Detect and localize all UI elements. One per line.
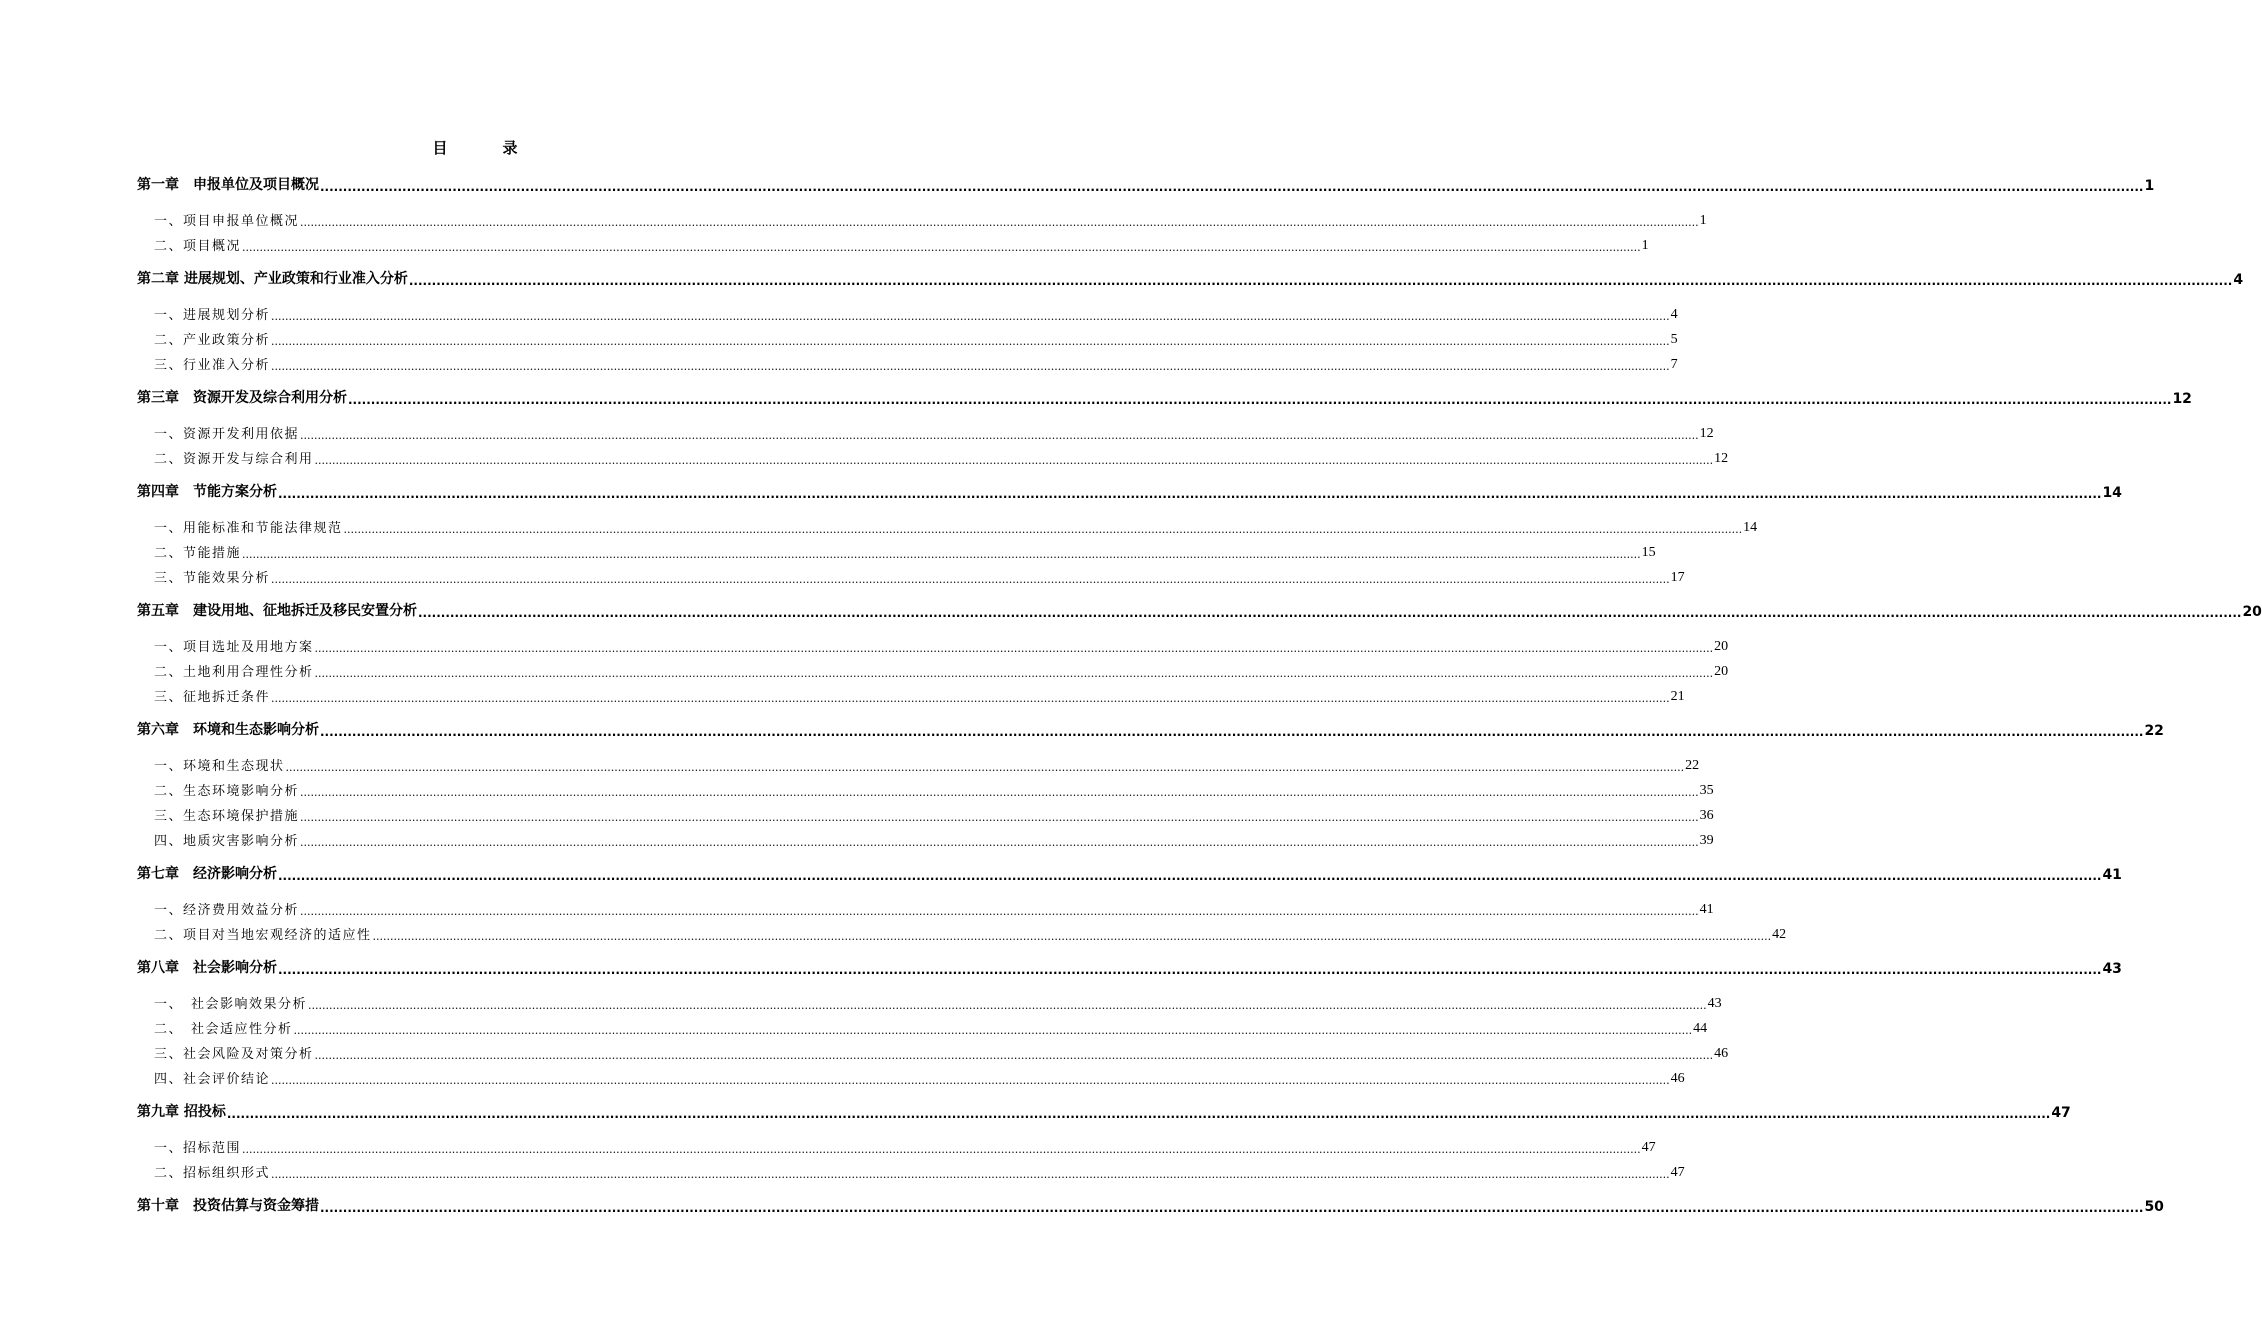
- toc-section-entry[interactable]: [137, 561, 1685, 586]
- toc-section-entry[interactable]: [137, 987, 1722, 1012]
- toc-section-entry[interactable]: [137, 824, 1714, 849]
- dot-leader: ................................................................................................................................................................................................................................................................................................................................................................................................................: [271, 310, 1670, 323]
- toc-title: 目 录: [432, 139, 538, 157]
- toc-section-entry[interactable]: [137, 442, 1729, 467]
- chapter-page-number: 50: [2144, 1199, 2164, 1215]
- toc-chapter-entry[interactable]: [137, 953, 2122, 977]
- section-page-number: 47: [1641, 1140, 1656, 1155]
- section-page-number: 12: [1714, 451, 1729, 466]
- section-page-number: 43: [1707, 996, 1722, 1011]
- dot-leader: ................................................................................................................................................................................................................................................................................................................................................................................................................: [242, 1143, 1641, 1156]
- section-page-number: 5: [1670, 332, 1678, 347]
- section-page-number: 15: [1641, 545, 1656, 560]
- toc-chapter-entry[interactable]: [137, 383, 2192, 407]
- toc-section-entry[interactable]: [137, 799, 1714, 824]
- dot-leader: ................................................................................................................................................................................................................................................................................................................................................................................................................: [293, 1024, 1693, 1037]
- chapter-page-number: 1: [2144, 178, 2155, 194]
- dot-leader: ................................................................................................................................................................................................................................................................................................................................................................................................................: [320, 1201, 2144, 1215]
- section-page-number: 46: [1714, 1046, 1729, 1061]
- section-title: 二、产业政策分析: [154, 333, 271, 348]
- section-title: 一、进展规划分析: [154, 308, 271, 323]
- dot-leader: ................................................................................................................................................................................................................................................................................................................................................................................................................: [271, 1074, 1670, 1087]
- chapter-page-number: 14: [2102, 485, 2122, 501]
- dot-leader: ................................................................................................................................................................................................................................................................................................................................................................................................................: [418, 606, 2242, 620]
- section-title: 二、土地利用合理性分析: [154, 665, 314, 680]
- section-page-number: 4: [1670, 307, 1678, 322]
- dot-leader: ................................................................................................................................................................................................................................................................................................................................................................................................................: [278, 869, 2102, 883]
- toc-section-entry[interactable]: [137, 511, 1758, 536]
- section-title: 三、征地拆迁条件: [154, 690, 271, 705]
- dot-leader: ................................................................................................................................................................................................................................................................................................................................................................................................................: [314, 454, 1714, 467]
- toc-section-entry[interactable]: [137, 298, 1678, 323]
- dot-leader: ................................................................................................................................................................................................................................................................................................................................................................................................................: [408, 274, 2233, 288]
- section-page-number: 12: [1699, 426, 1714, 441]
- section-title: 一、项目申报单位概况: [154, 214, 300, 229]
- section-title: 二、节能措施: [154, 546, 242, 561]
- section-page-number: 14: [1743, 520, 1758, 535]
- section-page-number: 39: [1699, 833, 1714, 848]
- toc-section-entry[interactable]: [137, 1037, 1729, 1062]
- dot-leader: ................................................................................................................................................................................................................................................................................................................................................................................................................: [300, 216, 1699, 229]
- chapter-page-number: 12: [2172, 391, 2192, 407]
- chapter-title: 第一章 申报单位及项目概况: [137, 177, 319, 193]
- chapter-title: 第二章 进展规划、产业政策和行业准入分析: [137, 271, 408, 287]
- dot-leader: ................................................................................................................................................................................................................................................................................................................................................................................................................: [314, 642, 1714, 655]
- dot-leader: ................................................................................................................................................................................................................................................................................................................................................................................................................: [343, 523, 1743, 536]
- toc-section-entry[interactable]: [137, 1131, 1656, 1156]
- section-page-number: 20: [1714, 664, 1729, 679]
- dot-leader: ................................................................................................................................................................................................................................................................................................................................................................................................................: [314, 667, 1714, 680]
- section-page-number: 1: [1641, 238, 1649, 253]
- section-title: 三、节能效果分析: [154, 571, 271, 586]
- toc-section-entry[interactable]: [137, 1012, 1708, 1037]
- toc-section-entry[interactable]: [137, 680, 1685, 705]
- dot-leader: ................................................................................................................................................................................................................................................................................................................................................................................................................: [271, 573, 1670, 586]
- dot-leader: ................................................................................................................................................................................................................................................................................................................................................................................................................: [278, 487, 2102, 501]
- toc-section-entry[interactable]: [137, 1156, 1685, 1181]
- toc-chapter-entry[interactable]: [137, 1097, 2071, 1121]
- section-page-number: 46: [1670, 1071, 1685, 1086]
- toc-chapter-entry[interactable]: [137, 596, 2262, 620]
- dot-leader: ................................................................................................................................................................................................................................................................................................................................................................................................................: [320, 725, 2144, 739]
- chapter-page-number: 41: [2102, 867, 2122, 883]
- section-page-number: 21: [1670, 689, 1685, 704]
- chapter-page-number: 4: [2233, 272, 2244, 288]
- toc-section-entry[interactable]: [137, 229, 1649, 254]
- toc-section-entry[interactable]: [137, 774, 1714, 799]
- table-of-contents: [137, 170, 2262, 1215]
- toc-chapter-entry[interactable]: [137, 715, 2164, 739]
- section-title: 二、资源开发与综合利用: [154, 452, 314, 467]
- dot-leader: ................................................................................................................................................................................................................................................................................................................................................................................................................: [300, 836, 1699, 849]
- toc-section-entry[interactable]: [137, 536, 1656, 561]
- toc-chapter-entry[interactable]: [137, 170, 2155, 194]
- dot-leader: ................................................................................................................................................................................................................................................................................................................................................................................................................: [271, 360, 1670, 373]
- section-title: 三、生态环境保护措施: [154, 809, 300, 824]
- dot-leader: ................................................................................................................................................................................................................................................................................................................................................................................................................: [308, 999, 1707, 1012]
- dot-leader: ................................................................................................................................................................................................................................................................................................................................................................................................................: [271, 335, 1670, 348]
- dot-leader: ................................................................................................................................................................................................................................................................................................................................................................................................................: [320, 180, 2144, 194]
- dot-leader: ................................................................................................................................................................................................................................................................................................................................................................................................................: [278, 963, 2102, 977]
- chapter-page-number: 47: [2051, 1105, 2071, 1121]
- toc-section-entry[interactable]: [137, 417, 1714, 442]
- dot-leader: ................................................................................................................................................................................................................................................................................................................................................................................................................: [300, 429, 1699, 442]
- section-page-number: 47: [1670, 1165, 1685, 1180]
- section-title: 一、招标范围: [154, 1141, 242, 1156]
- section-title: 二、生态环境影响分析: [154, 784, 300, 799]
- dot-leader: ................................................................................................................................................................................................................................................................................................................................................................................................................: [226, 1107, 2051, 1121]
- section-page-number: 35: [1699, 783, 1714, 798]
- section-page-number: 20: [1714, 639, 1729, 654]
- section-title: 一、环境和生态现状: [154, 759, 285, 774]
- chapter-title: 第十章 投资估算与资金筹措: [137, 1198, 319, 1214]
- dot-leader: ................................................................................................................................................................................................................................................................................................................................................................................................................: [300, 811, 1699, 824]
- toc-section-entry[interactable]: [137, 204, 1707, 229]
- section-page-number: 36: [1699, 808, 1714, 823]
- toc-chapter-entry[interactable]: [137, 477, 2122, 501]
- dot-leader: ................................................................................................................................................................................................................................................................................................................................................................................................................: [372, 930, 1772, 943]
- section-title: 一、经济费用效益分析: [154, 903, 300, 918]
- toc-section-entry[interactable]: [137, 749, 1700, 774]
- toc-chapter-entry[interactable]: [137, 264, 2244, 288]
- section-page-number: 17: [1670, 570, 1685, 585]
- toc-section-entry[interactable]: [137, 630, 1729, 655]
- dot-leader: ................................................................................................................................................................................................................................................................................................................................................................................................................: [348, 393, 2172, 407]
- toc-section-entry[interactable]: [137, 655, 1729, 680]
- section-page-number: 44: [1693, 1021, 1708, 1036]
- chapter-page-number: 22: [2144, 723, 2164, 739]
- toc-section-entry[interactable]: [137, 893, 1714, 918]
- dot-leader: ................................................................................................................................................................................................................................................................................................................................................................................................................: [271, 1168, 1670, 1181]
- section-title: 一、资源开发利用依据: [154, 427, 300, 442]
- section-page-number: 41: [1699, 902, 1714, 917]
- dot-leader: ................................................................................................................................................................................................................................................................................................................................................................................................................: [242, 241, 1641, 254]
- section-title: 二、招标组织形式: [154, 1166, 271, 1181]
- dot-leader: ................................................................................................................................................................................................................................................................................................................................................................................................................: [300, 905, 1699, 918]
- dot-leader: ................................................................................................................................................................................................................................................................................................................................................................................................................: [242, 548, 1641, 561]
- section-title: 二、项目对当地宏观经济的适应性: [154, 928, 372, 943]
- toc-section-entry[interactable]: [137, 1062, 1685, 1087]
- toc-section-entry[interactable]: [137, 348, 1678, 373]
- toc-chapter-entry[interactable]: [137, 1191, 2164, 1215]
- toc-section-entry[interactable]: [137, 918, 1787, 943]
- section-title: 二、项目概况: [154, 239, 242, 254]
- chapter-title: 第四章 节能方案分析: [137, 484, 277, 500]
- chapter-page-number: 20: [2242, 604, 2262, 620]
- section-title: 二、 社会适应性分析: [154, 1022, 293, 1037]
- dot-leader: ................................................................................................................................................................................................................................................................................................................................................................................................................: [300, 786, 1699, 799]
- section-title: 三、行业准入分析: [154, 358, 271, 373]
- chapter-title: 第七章 经济影响分析: [137, 866, 277, 882]
- chapter-title: 第六章 环境和生态影响分析: [137, 722, 319, 738]
- section-title: 一、项目选址及用地方案: [154, 640, 314, 655]
- section-title: 四、地质灾害影响分析: [154, 834, 300, 849]
- chapter-title: 第八章 社会影响分析: [137, 960, 277, 976]
- dot-leader: ................................................................................................................................................................................................................................................................................................................................................................................................................: [314, 1049, 1714, 1062]
- section-title: 一、用能标准和节能法律规范: [154, 521, 343, 536]
- chapter-title: 第五章 建设用地、征地拆迁及移民安置分析: [137, 603, 417, 619]
- section-title: 四、社会评价结论: [154, 1072, 271, 1087]
- toc-section-entry[interactable]: [137, 323, 1678, 348]
- section-title: 三、社会风险及对策分析: [154, 1047, 314, 1062]
- dot-leader: ................................................................................................................................................................................................................................................................................................................................................................................................................: [285, 761, 1685, 774]
- chapter-page-number: 43: [2102, 961, 2122, 977]
- section-title: 一、 社会影响效果分析: [154, 997, 308, 1012]
- chapter-title: 第九章 招投标: [137, 1104, 226, 1120]
- section-page-number: 42: [1772, 927, 1787, 942]
- section-page-number: 22: [1685, 758, 1700, 773]
- section-page-number: 7: [1670, 357, 1678, 372]
- dot-leader: ................................................................................................................................................................................................................................................................................................................................................................................................................: [271, 692, 1670, 705]
- section-page-number: 1: [1699, 213, 1707, 228]
- toc-chapter-entry[interactable]: [137, 859, 2122, 883]
- chapter-title: 第三章 资源开发及综合利用分析: [137, 390, 347, 406]
